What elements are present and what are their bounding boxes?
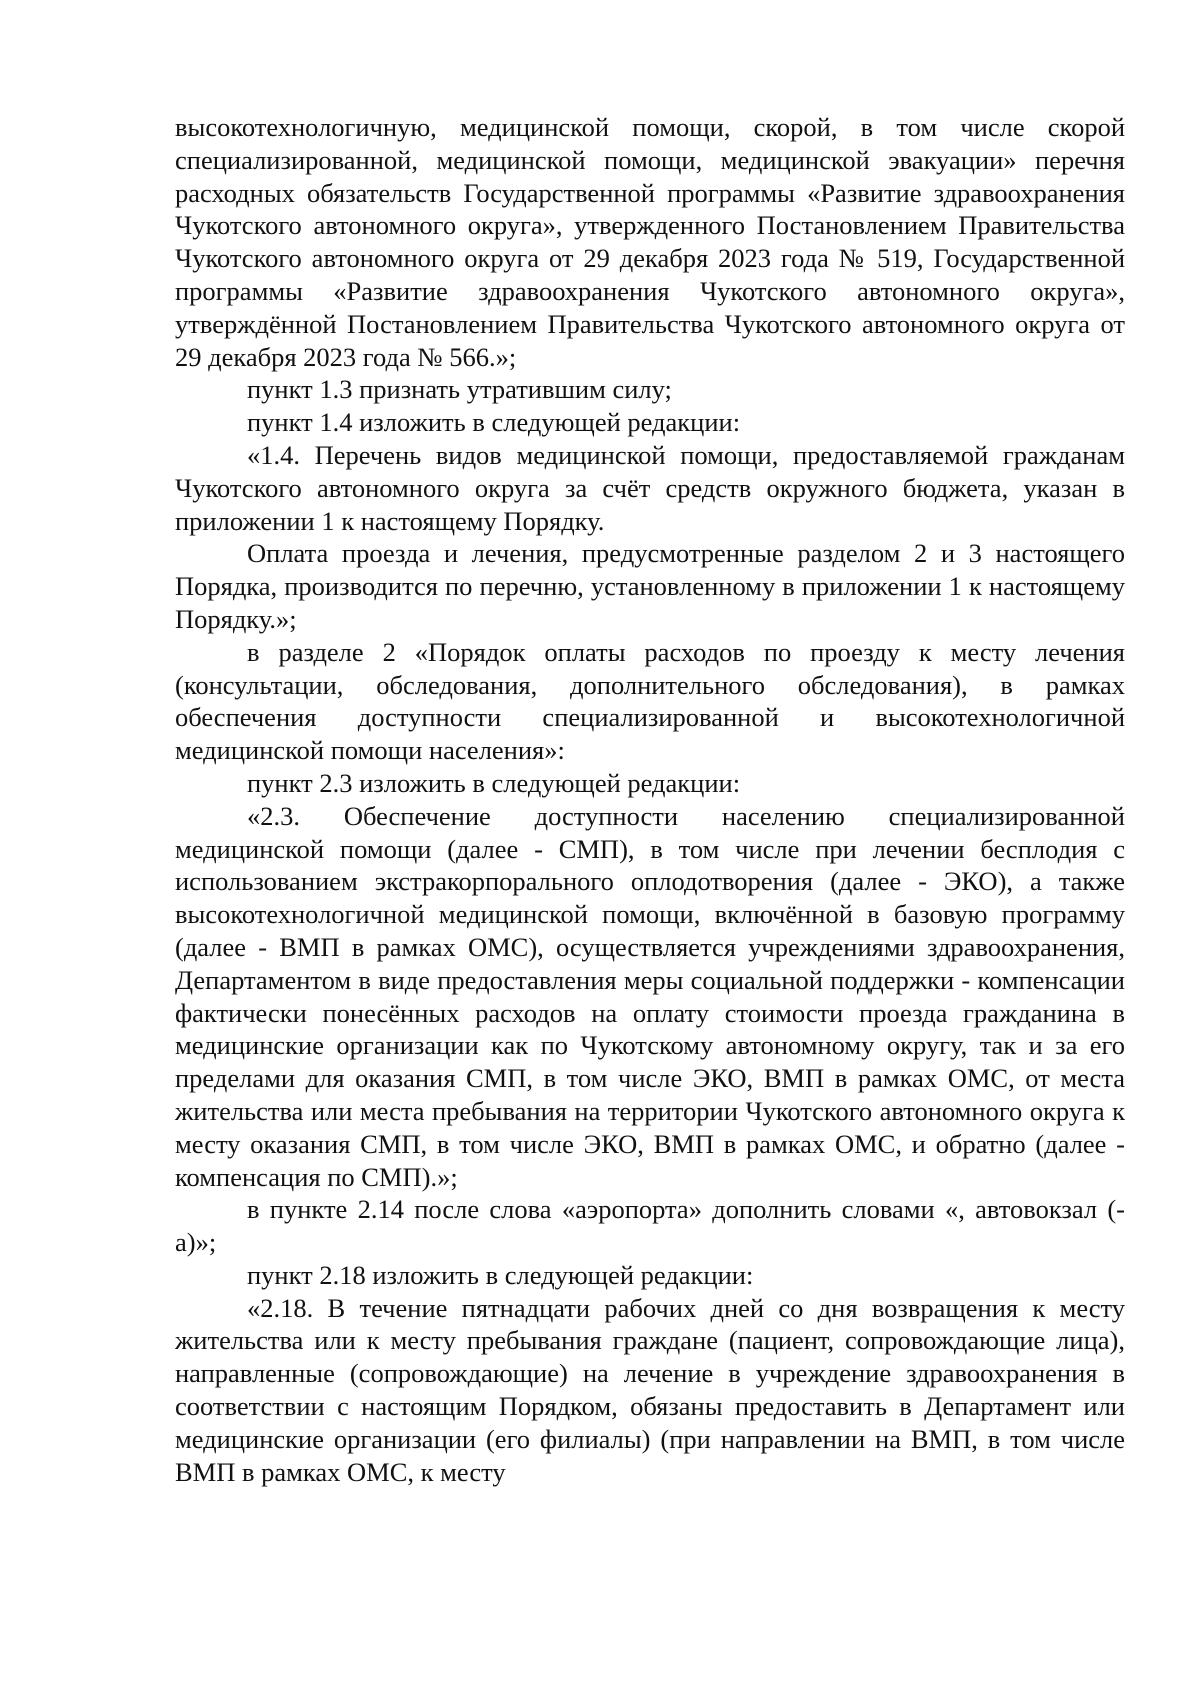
paragraph-3: пункт 1.4 изложить в следующей редакции: bbox=[247, 407, 741, 438]
paragraph-11: «2.18. В течение пятнадцати рабочих дней со дня возвращения к месту жительства или к месту пребывания граждане (пациент, сопровождающие лица), направленные (сопровождающие) на лечение в учреждение здравоохранения в соответствии с настоящим Порядком, обязаны предоставить в Департамент или медицинские организации (его филиалы) (при направлении на ВМП, в том числе ВМП в рамках ОМС, к месту bbox=[175, 1292, 1125, 1487]
paragraph-7: пункт 2.3 изложить в следующей редакции: bbox=[247, 767, 741, 798]
paragraph-4: «1.4. Перечень видов медицинской помощи, предоставляемой гражданам Чукотского автономного округа за счёт средств окружного бюджета, указан в приложении 1 к настоящему Порядку. bbox=[175, 439, 1125, 536]
paragraph-6: в разделе 2 «Порядок оплаты расходов по проезду к месту лечения (консультации, обследования, дополнительного обследования), в рамках обеспечения доступности специализированной и высокотехнологичной медицинской помощи населения»: bbox=[175, 636, 1125, 766]
paragraph-8: «2.3. Обеспечение доступности населению специализированной медицинской помощи (далее - СМП), в том числе при лечении бесплодия с использованием экстракорпорального оплодотворения (далее - ЭКО), а также высокотехнологичной медицинской помощи, включённой в базовую программу (далее - ВМП в рамках ОМС), осуществляется учреждениями здравоохранения, Департаментом в виде предоставления меры социальной поддержки - компенсации фактически понесённых расходов на оплату стоимости проезда гражданина в медицинские организации как по Чукотскому автономному округу, так и за его пределами для оказания СМП, в том числе ЭКО, ВМП в рамках ОМС, от места жительства или места пребывания на территории Чукотского автономного округа к месту оказания СМП, в том числе ЭКО, ВМП в рамках ОМС, и обратно (далее - компенсация по СМП).»; bbox=[175, 800, 1125, 1192]
paragraph-5: Оплата проезда и лечения, предусмотренные разделом 2 и 3 настоящего Порядка, производится по перечню, установленному в приложении 1 к настоящему Порядку.»; bbox=[175, 538, 1125, 634]
paragraph-9: в пункте 2.14 после слова «аэропорта» дополнить словами «, автовокзал (-а)»; bbox=[175, 1194, 1125, 1258]
document-body bbox=[175, 111, 1125, 1488]
paragraph-1: высокотехнологичную, медицинской помощи, скорой, в том числе скорой специализированной, медицинской помощи, медицинской эвакуации» перечня расходных обязательств Государственной программы «Развитие здравоохранения Чукотского автономного округа», утвержденного Постановлением Правительства Чукотского автономного округа от 29 декабря 2023 года № 519, Государственной программы «Развитие здравоохранения Чукотского автономного округа», утверждённой Постановлением Правительства Чукотского автономного округа от 29 декабря 2023 года № 566.»; bbox=[175, 112, 1125, 372]
paragraph-2: пункт 1.3 признать утратившим силу; bbox=[247, 374, 672, 405]
paragraph-10: пункт 2.18 изложить в следующей редакции: bbox=[247, 1259, 754, 1290]
